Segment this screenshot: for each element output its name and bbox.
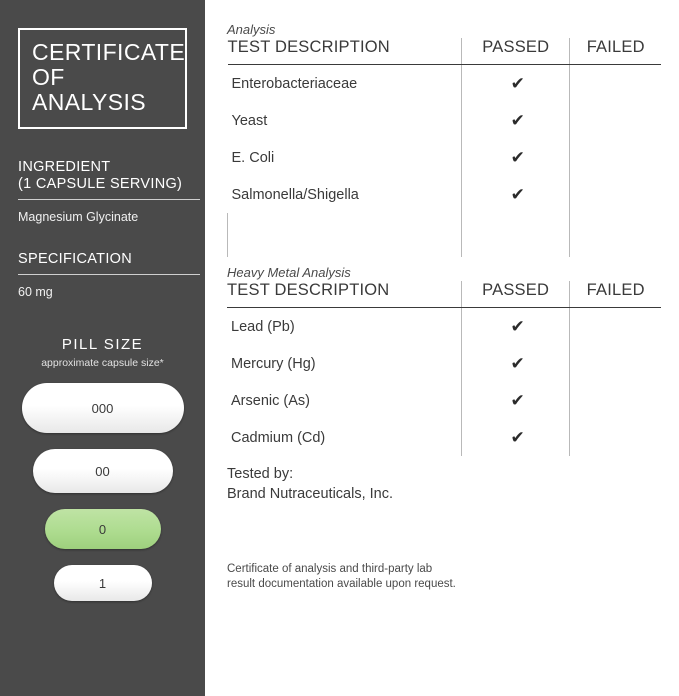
test-description: Arsenic (As): [231, 393, 310, 409]
tested-by-block: [227, 464, 661, 504]
passed-check-icon: ✔: [461, 345, 570, 382]
ingredient-block: [18, 159, 187, 225]
ingredient-divider: [18, 199, 200, 200]
test-description: Yeast: [231, 113, 268, 129]
column-header-failed: FAILED: [570, 281, 661, 308]
specification-value: 60 mg: [18, 285, 53, 299]
failed-mark: [570, 139, 661, 176]
test-description: Mercury (Hg): [231, 356, 316, 372]
failed-mark: [570, 102, 661, 139]
test-description: Lead (Pb): [231, 319, 295, 335]
heavy-metal-table-block: [227, 265, 661, 456]
passed-check-icon: ✔: [462, 176, 570, 213]
specification-block: [18, 251, 187, 300]
passed-check-icon: ✔: [461, 382, 570, 419]
pill-size-block: [18, 336, 187, 601]
pill-size-option-label: 1: [98, 575, 107, 591]
passed-check-icon: ✔: [461, 419, 570, 456]
table-row: [227, 382, 661, 419]
test-description: Cadmium (Cd): [231, 430, 326, 446]
analysis-table-caption: Analysis: [227, 22, 276, 37]
pill-size-option-1[interactable]: [54, 565, 152, 601]
pill-size-option-000[interactable]: [22, 383, 184, 433]
pill-size-option-0-selected[interactable]: [45, 509, 161, 549]
passed-check-icon: ✔: [462, 65, 570, 103]
pill-size-option-label: 000: [91, 400, 114, 416]
failed-mark: [570, 308, 661, 346]
main-content: [205, 0, 679, 696]
column-header-failed: FAILED: [570, 38, 661, 65]
column-header-passed: PASSED: [461, 281, 570, 308]
table-row: [227, 419, 661, 456]
test-description: Salmonella/Shigella: [231, 187, 359, 203]
column-header-description: TEST DESCRIPTION: [228, 38, 462, 65]
failed-mark: [570, 176, 661, 213]
column-header-passed: PASSED: [462, 38, 570, 65]
table-row: [227, 345, 661, 382]
pill-size-option-label: 00: [95, 463, 110, 479]
column-header-description: TEST DESCRIPTION: [227, 281, 461, 308]
table-header-row: [228, 38, 662, 65]
page-title-line-1: CERTIFICATE: [32, 39, 186, 65]
specification-heading: SPECIFICATION: [18, 251, 133, 267]
pill-size-option-label: 0: [98, 521, 107, 537]
footnote: [227, 562, 661, 592]
ingredient-subheading: (1 CAPSULE SERVING): [18, 176, 183, 192]
passed-check-icon: ✔: [462, 102, 570, 139]
specification-divider: [18, 274, 200, 275]
tested-by-value: Brand Nutraceuticals, Inc.: [227, 486, 394, 502]
tested-by-label: Tested by:: [227, 466, 294, 482]
passed-check-icon: ✔: [461, 308, 570, 346]
analysis-table-block: [227, 22, 661, 257]
pill-size-option-00[interactable]: [33, 449, 173, 493]
heavy-metal-table: [227, 281, 661, 456]
failed-mark: [570, 419, 661, 456]
table-row: [228, 176, 662, 213]
footnote-line-1: Certificate of analysis and third-party lab: [227, 563, 433, 575]
ingredient-heading: INGREDIENT: [18, 159, 111, 175]
failed-mark: [570, 382, 661, 419]
failed-mark: [570, 65, 661, 103]
passed-check-icon: ✔: [462, 139, 570, 176]
heavy-metal-table-caption: Heavy Metal Analysis: [227, 265, 351, 280]
failed-mark: [570, 345, 661, 382]
table-row: [228, 139, 662, 176]
page-title-line-2: OF ANALYSIS: [32, 64, 146, 115]
analysis-table: [227, 38, 661, 257]
pill-size-heading: PILL SIZE: [61, 336, 144, 353]
page-title: [18, 28, 187, 129]
table-spacer-row: [228, 213, 662, 257]
test-description: E. Coli: [231, 150, 275, 166]
footnote-line-2: result documentation available upon request.: [227, 578, 456, 590]
table-header-row: [227, 281, 661, 308]
ingredient-value: Magnesium Glycinate: [18, 210, 139, 224]
table-row: [228, 102, 662, 139]
table-row: [228, 65, 662, 103]
test-description: Enterobacteriaceae: [231, 76, 358, 92]
table-row: [227, 308, 661, 346]
sidebar: [0, 0, 205, 696]
pill-size-note: approximate capsule size*: [41, 357, 164, 369]
